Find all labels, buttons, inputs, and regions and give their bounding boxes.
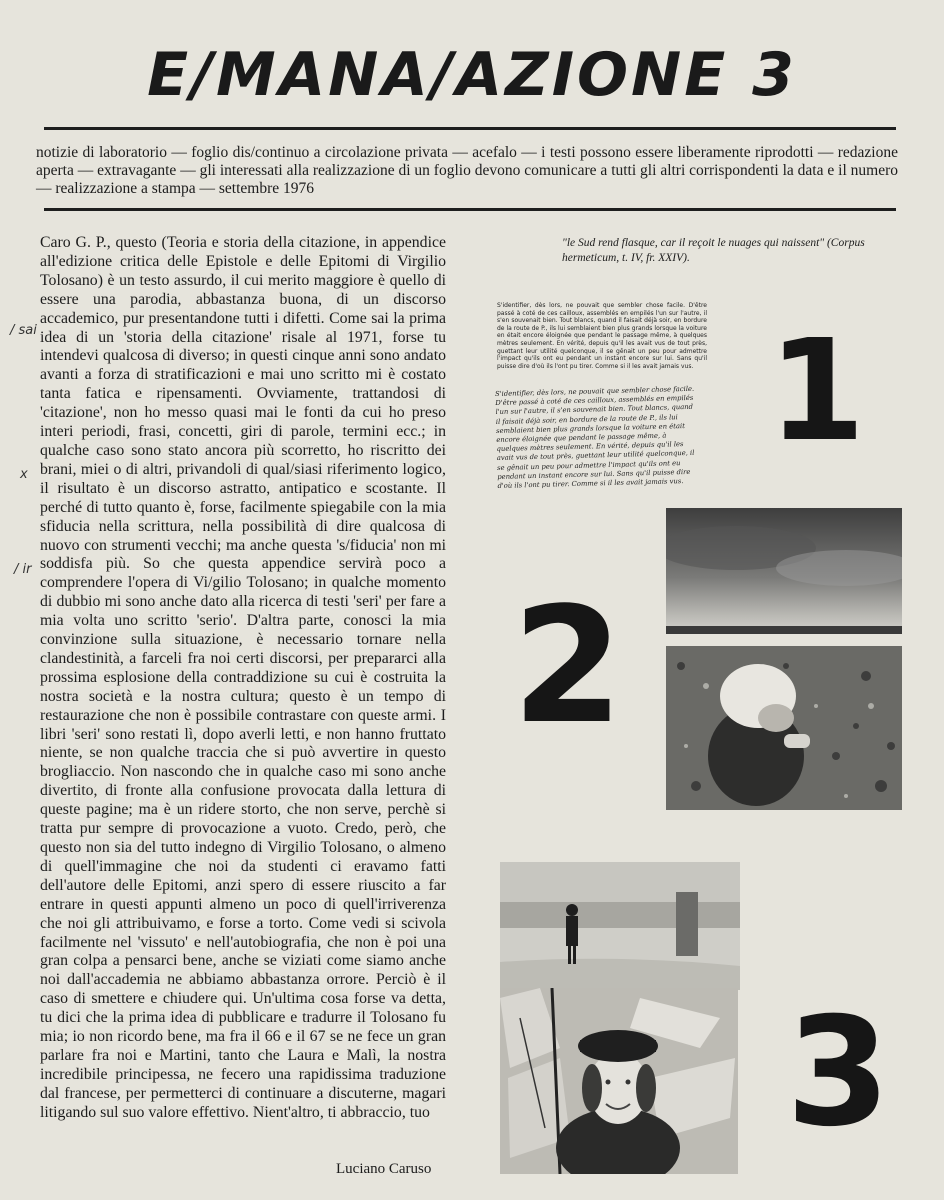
french-printed-text: S'identifier, dès lors, ne pouvait que sembler chose facile. D'être passé à coté de ces cailloux, assemblés en empilés l'un sur l'autre, il s'en souvenait bien. Tout blancs, quand il faisait déjà soir, en bordure de la route de P., ils lui semblaient bien plus grands lorsque la voiture en était encore éloignée que pendant le passage même, à quelques mètres seulement. En vérité, depuis qu'il les avait vus de tout près, guettant leur utilité quelconque, il se gênait un peu pour admettre l'impact qu'ils ont eu pendant un instant encore sur lui. Sans qu'il puisse dire d'où ils l'ont pu tirer. Comme si il les avait jamais vus. xyxy=(497,302,707,370)
top-rule xyxy=(44,127,896,130)
letter-body: Caro G. P., questo (Teoria e storia della citazione, in appendice all'edizione critica delle Epistole e delle Epitomi di Virgilio Tolosano) è un testo assurdo, il cui merito maggiore è quello di essere una parodia, abbastanza buona, di un discorso accademico, pur presentandone tutti i difetti. Come sai la prima idea di un 'storia della citazione' risale al 1971, forse tu intendevi qualcosa di diverso; in questi cinque anni sono andato avanti a forza di stratificazioni e mai uno scritto mi è costato tanta fatica e ripensamenti. Ovviamente, trattandosi di 'citazione', non ho messo quasi mai le fonti da cui ho preso interi periodi, frasi, concetti, giri di parole, termini ecc.; in qualche caso sono stato ancora più scorretto, ho riscritto dei brani, miei o di altri, privandoli di qual/siasi riferimento logico, il risultato è un discorso astratto, antipatico e scostante. Il perché di tutto quanto è, forse, facilmente spiegabile con la mia sfiducia nella scrittura, nella possibilità di dire qualcosa di nuovo con strumenti vecchi; ma anche questa 's/fiducia' non mi soddisfa più. So che questa appendice servirà poco a comprendere l'opera di Vi/gilio Tolosano; in qualche momento di dubbio mi sono anche dato alla ricerca di testi 'seri' per fare a mia volta uno scritto 'serio'. D'altra parte, conosci la mia convinzione sulla situazione, è necessario tornare nella clandestinità, a farceli fra noi certi discorsi, per prepararci alla prossima esplosione della contraddizione su cui è costruita la nostra società e la nostra cultura; questo è un tempo di restaurazione che non è possibile contrastare con queste armi. I libri 'seri' sono restati lì, dopo averli letti, e non hanno fruttato niente, se non qualche traccia che si può avvertire in questo brogliaccio. Non nascondo che in qualche caso mi sono anche divertito, di fronte alla confusione provocata dalla lettura di queste pagine; ma è un ridere storto, che non serve, perchè si tratta pur sempre di provocazione a vuoto. Credo, però, che questo non sia del tutto indegno di Virgilio Tolosano, o almeno di quell'immagine che noi da studenti ci eravamo fatti dell'autore delle Epitomi, anzi spero di essere riuscito a far entrare in questi appunti almeno un poco di quell'irriverenza che noi gli attribuivamo, e forse a torto. Come vedi si scivola facilmente nel 'vissuto' e nell'autobiografia, che non è poi una gran colpa a pensarci bene, anche se viziati come siamo anche noi dall'accademia ne abbiamo abbastanza orrore. Perciò è il caso di smettere e chiudere qui. Un'ultima cosa forse va detta, tu dici che la prima idea di pubblicare e tradurre il Tolosano fu mia; io non ricordo bene, ma fra il 66 e il 67 se ne fece un gran parlare fra noi e Martini, tanto che Laura e Malì, la nostra incredibile principessa, ne fecero una rapidissima traduzione dal francese, per permetterci di continuare a discuterne, magari litigando sul suo valore effettivo. Nient'altro, ti abbraccio, tuo xyxy=(40,234,446,1121)
beach-photo xyxy=(500,862,740,990)
section-number-1: 1 xyxy=(768,310,866,473)
child-photo xyxy=(666,646,902,810)
masthead-title: E/MANA/AZIONE 3 xyxy=(147,40,797,110)
section-number-2: 2 xyxy=(512,572,624,759)
masthead-subtitle: notizie di laboratorio — foglio dis/continuo a circolazione privata — acefalo — i testi possono essere liberamente riprodotti — redazione aperta — extravagante — gli interessati alla realizzazione di un foglio devono comunicare a tutti gli altri corrispondenti la data e il numero — realizzazione a stampa — settembre 1976 xyxy=(36,144,898,197)
section-number-3: 3 xyxy=(786,986,891,1160)
sky-photo xyxy=(666,508,902,634)
margin-note-sai: / sai xyxy=(10,323,37,338)
bottom-rule xyxy=(44,208,896,211)
margin-note-ir: / ir xyxy=(14,562,32,577)
epigraph-quote: "le Sud rend flasque, car il reçoit le nuages qui naissent" (Corpus hermeticum, t. IV, fr. XXIV). xyxy=(562,237,865,264)
woman-photo xyxy=(500,988,738,1174)
margin-note-x: x xyxy=(20,467,28,482)
letter-signature: Luciano Caruso xyxy=(336,1161,432,1177)
french-handwritten-text: S'identifier, dès lors, ne pouvait que sembler chose facile. D'être passé à coté de ces cailloux, assemblés en empilés l'un sur l'autre, il s'en souvenait bien. Tout blancs, quand il faisait déjà soir, en bordure de la route de P., ils lui semblaient bien plus grands lorsque la voiture en était encore éloignée que pendant le passage même, à quelques mètres seulement. En vérité, depuis qu'il les avait vus de tout près, guettant leur utilité quelconque, il se gênait un peu pour admettre l'impact qu'ils ont eu pendant un instant encore sur lui. Sans qu'il puisse dire d'où ils l'ont pu tirer. Comme si il les avait jamais vus. xyxy=(495,384,695,490)
